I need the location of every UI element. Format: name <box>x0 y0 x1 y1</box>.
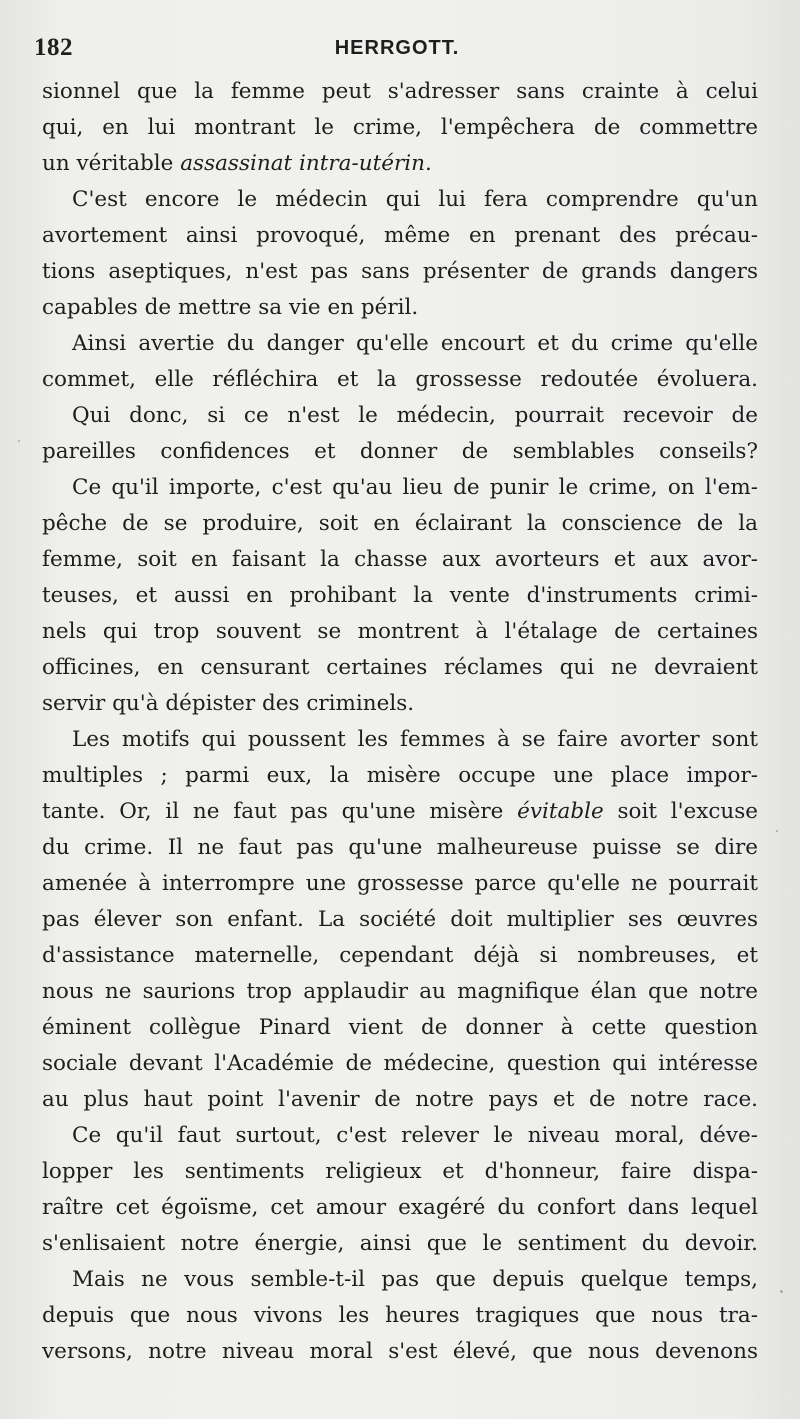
text-line: au plus haut point l'avenir de notre pays et de notre race. <box>42 1087 758 1112</box>
text-line: officines, en censurant certaines réclames qui ne devraient <box>42 655 758 680</box>
text-line: Qui donc, si ce n'est le médecin, pourrait recevoir de <box>72 403 758 428</box>
text-line: nels qui trop souvent se montrent à l'étalage de certaines <box>42 619 758 644</box>
text-line: commet, elle réfléchira et la grossesse redoutée évoluera. <box>42 367 758 392</box>
text-line: C'est encore le médecin qui lui fera comprendre qu'un <box>72 187 758 212</box>
text-line: du crime. Il ne faut pas qu'une malheureuse puisse se dire <box>42 835 758 860</box>
text-line: d'assistance maternelle, cependant déjà si nombreuses, et <box>42 943 758 968</box>
text-line: depuis que nous vivons les heures tragiques que nous tra- <box>42 1303 758 1328</box>
body-text <box>42 74 758 1370</box>
italic-text: assassinat intra-utérin <box>180 151 425 176</box>
text-line: capables de mettre sa vie en péril. <box>42 295 419 320</box>
text-line: Les motifs qui poussent les femmes à se faire avorter sont <box>72 727 758 752</box>
text-line: Ce qu'il importe, c'est qu'au lieu de punir le crime, on l'em- <box>72 475 758 500</box>
text-line: pareilles confidences et donner de semblables conseils? <box>42 439 758 464</box>
text-line: versons, notre niveau moral s'est élevé, que nous devenons <box>42 1339 758 1364</box>
text-line: Ainsi avertie du danger qu'elle encourt et du crime qu'elle <box>72 331 758 356</box>
text-line: amenée à interrompre une grossesse parce qu'elle ne pourrait <box>42 871 758 896</box>
page-header <box>34 34 760 74</box>
ink-speck <box>18 440 20 442</box>
text-line: qui, en lui montrant le crime, l'empêchera de commettre <box>42 115 758 140</box>
text-line: Mais ne vous semble-t-il pas que depuis quelque temps, <box>72 1267 758 1292</box>
text-line: femme, soit en faisant la chasse aux avorteurs et aux avor- <box>42 547 758 572</box>
running-head: HERRGOTT. <box>334 37 460 59</box>
text-line: multiples ; parmi eux, la misère occupe une place impor- <box>42 763 758 788</box>
text-line: nous ne saurions trop applaudir au magnifique élan que notre <box>42 979 758 1004</box>
text-line: lopper les sentiments religieux et d'honneur, faire dispa- <box>42 1159 758 1184</box>
text-line: pas élever son enfant. La société doit multiplier ses œuvres <box>42 907 758 932</box>
text-line: s'enlisaient notre énergie, ainsi que le sentiment du devoir. <box>42 1231 758 1256</box>
text-line: servir qu'à dépister des criminels. <box>42 691 415 716</box>
text-line: teuses, et aussi en prohibant la vente d'instruments crimi- <box>42 583 758 608</box>
text-line: avortement ainsi provoqué, même en prenant des précau- <box>42 223 758 248</box>
ink-speck <box>776 830 778 832</box>
line-segment: un véritable <box>42 151 181 176</box>
line-segment: . <box>424 151 432 176</box>
ink-speck <box>780 1290 783 1293</box>
text-line: sociale devant l'Académie de médecine, question qui intéresse <box>42 1051 758 1076</box>
text-line: tions aseptiques, n'est pas sans présenter de grands dangers <box>42 259 758 284</box>
text-line: raître cet égoïsme, cet amour exagéré du confort dans lequel <box>42 1195 758 1220</box>
text-line: pêche de se produire, soit en éclairant la conscience de la <box>42 511 758 536</box>
text-line <box>42 794 758 830</box>
line-segment: soit l'excuse <box>603 799 758 824</box>
text-line: sionnel que la femme peut s'adresser sans crainte à celui <box>42 79 758 104</box>
italic-text: évitable <box>517 799 604 824</box>
text-line <box>42 146 758 182</box>
page-number: 182 <box>34 34 73 61</box>
text-line: éminent collègue Pinard vient de donner à cette question <box>42 1015 758 1040</box>
line-segment: tante. Or, il ne faut pas qu'une misère <box>42 799 518 824</box>
text-line: Ce qu'il faut surtout, c'est relever le niveau moral, déve- <box>72 1123 758 1148</box>
